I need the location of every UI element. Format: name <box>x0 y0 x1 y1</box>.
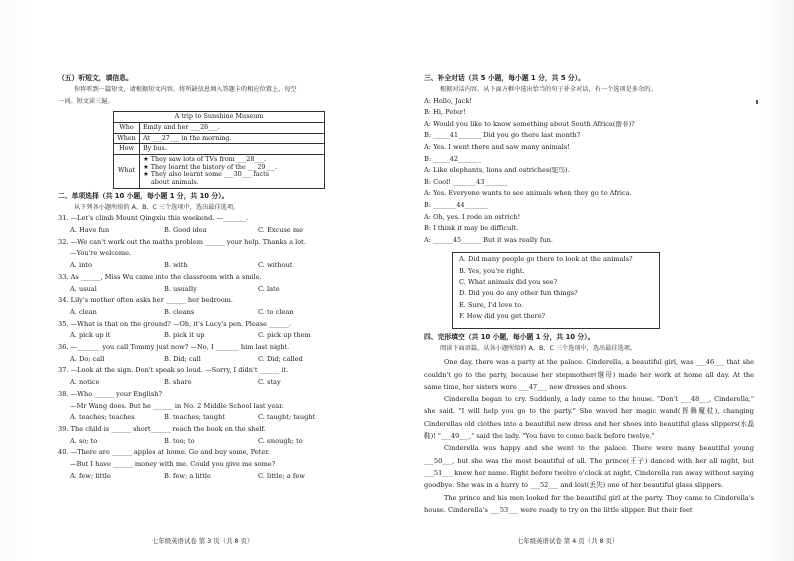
answer-option: C. late <box>258 284 280 293</box>
answer-option: A. usual <box>70 284 97 293</box>
table-row: What ★ They saw lots of TVs from ___28___. ★ They learnt the history of the ___29___. ★ They also learnt some ___30___ facts about animals. <box>114 154 325 188</box>
answer-option: A. into <box>70 261 92 270</box>
dialog-line: A: Yes. I went there and saw many animals! <box>424 143 570 151</box>
cloze-paragraph: The prince and his men looked for the beautiful girl at the party. They came to Cinderella's house. Cinderella's ___53___ were ready to try on the little slipper. But their feet <box>424 493 754 514</box>
dialog-line: B: _______44_______ <box>424 201 488 209</box>
question-item <box>58 344 380 367</box>
question-text: 35. —What is that on the ground? —Oh, it's Lucy's pen. Please ______. <box>58 319 291 328</box>
dialog-line: A: Like elephants, lions and ostriches(鸵鸟). <box>424 167 570 175</box>
table-title: A trip to Sunshine Museum <box>114 112 325 123</box>
answer-option: A. few; little <box>70 471 111 480</box>
answer-option: C. to clean <box>258 308 294 317</box>
question-text: 37. —Look at the sign. Don't speak so loud. —Sorry, I didn't ______ it. <box>58 366 289 375</box>
option-item: F. How did you get there? <box>459 312 546 321</box>
answer-option: B. Did; call <box>164 354 201 363</box>
table-row: When At ___27___ in the morning. <box>114 133 325 144</box>
dialog-line: A: Hello, Jack! <box>424 97 473 105</box>
section-5-instruction: 你将听到一篇短文，请根据短文内容，将所缺信息填入答题卡的相应位置上，每空 <box>74 86 297 93</box>
option-item: D. Did you do any other fun things? <box>459 289 578 298</box>
answer-option: C. Excuse me <box>258 226 304 235</box>
table-row: Who Emily and her ___26___. <box>114 122 325 133</box>
answer-option: C. Did; called <box>258 354 303 363</box>
page-footer-left: 七年级英语试卷 第 3 页（共 8 页） <box>152 537 254 545</box>
question-text: —But I have ______ money with me. Could you give me some? <box>70 460 276 469</box>
answer-option: B. few; a little <box>164 471 211 480</box>
right-column <box>424 74 754 516</box>
dialog-line: A: Yes. Everyone wants to see animals when they go to Africa. <box>424 190 632 198</box>
cloze-paragraph: Cinderella was happy and she went to the palace. There were many beautiful young ___50___, but she was the most beautiful of all. The prince(王子) danced with her all night, but ___51___ knew her name. Right before twelve o'clock at night, Cinderella ran away without saying goodbye. She was in a hurry to ___52___ and lost(丢失) one of her beautiful glass slippers. <box>424 444 754 490</box>
section-2-header: 二、单项选择（共 10 小题，每小题 1 分，共 10 分）。 <box>58 191 229 200</box>
dialog-block <box>424 98 754 249</box>
section-2-instruction: 从下列各小题所给的 A、B、C 三个选项中，选出最佳选项。 <box>74 203 240 211</box>
question-text: —Mr Wang does. But he ______ in No. 2 Middle School last year. <box>70 401 284 410</box>
dialog-line: B: I think it may be difficult. <box>424 225 519 233</box>
question-text: 32. —We can't work out the maths problem ______ your help. Thanks a lot. <box>58 237 306 246</box>
dialog-options-box <box>452 252 660 328</box>
question-item <box>58 367 380 390</box>
page-footer-right: 七年级英语试卷 第 4 页（共 8 页） <box>517 537 619 545</box>
question-item <box>58 426 380 449</box>
question-item <box>58 274 380 297</box>
question-item <box>58 215 380 238</box>
question-options <box>58 473 380 485</box>
answer-option: B. pick it up <box>164 331 205 340</box>
question-item <box>58 449 380 484</box>
option-item: A. Did many people go there to look at the animals? <box>459 255 633 264</box>
answer-option: A. notice <box>70 378 100 387</box>
answer-option: C. little; a few <box>258 471 305 480</box>
option-item: C. What animals did you see? <box>459 278 558 287</box>
answer-option: B. teaches; taught <box>164 413 226 422</box>
question-text: —You're welcome. <box>70 249 132 258</box>
dialog-line: A: ______45______ But it was really fun. <box>424 236 553 244</box>
section-5-instruction-cont: 一词。短文读三遍。 <box>58 97 114 105</box>
section-5-header: （五）听短文，填信息。 <box>58 74 133 82</box>
question-text: 31. —Let's climb Mount Qingxiu this weekend. —_______. <box>58 214 249 223</box>
question-text: 40. —There are ______ apples at home. Go and buy some, Peter. <box>58 448 270 457</box>
answer-option: C. enough; to <box>258 436 303 445</box>
answer-option: C. taught; taught <box>258 413 316 422</box>
question-options <box>58 227 380 239</box>
question-text: 34. Lily's mother often asks her ______ her bedroom. <box>58 296 234 305</box>
table-row: How By bus. <box>114 144 325 155</box>
question-text: 39. The child is ______ short______ reach the book on the shelf. <box>58 425 266 433</box>
answer-option: B. usually <box>164 284 197 293</box>
option-item: B. Yes, you're right. <box>459 266 525 275</box>
question-item <box>58 297 380 320</box>
question-text: 33. As ______, Miss Wu came into the classroom with a smile. <box>58 272 262 281</box>
multiple-choice-list <box>58 215 380 484</box>
answer-option: A. Have fun <box>70 226 110 235</box>
answer-option: A. clean <box>70 308 97 317</box>
answer-option: A. pick up it <box>70 331 111 340</box>
dialog-line: A: Would you like to know something about South Africa(南非)? <box>424 120 635 128</box>
section-4-instruction: 阅读下面语篇，从各小题所给的 A、B、C 三个选项中，选出最佳选项。 <box>440 344 637 352</box>
answer-option: A. Do; call <box>70 354 105 363</box>
answer-option: C. without <box>258 261 293 270</box>
section-3-instruction: 根据对话内容，从下面方框中选出恰当的句子补全对话，有一个选项是多余的。 <box>440 86 657 93</box>
question-text: 36. —_______ you call Tommy just now? —No, I _______ him last night. <box>58 343 290 352</box>
answer-option: C. pick up them <box>258 331 311 340</box>
option-item: E. Sure, I'd love to. <box>459 300 524 309</box>
answer-option: B. cleans <box>164 308 195 317</box>
question-text: 38. —Who ______ your English? <box>58 389 162 398</box>
museum-info-table <box>113 111 325 189</box>
answer-option: A. teaches; teaches <box>70 413 135 422</box>
dialog-line: A: Oh, yes. I rode an ostrich! <box>424 213 521 221</box>
dialog-line: B: Hi, Peter! <box>424 109 466 117</box>
question-item <box>58 321 380 344</box>
answer-option: C. stay <box>258 378 281 387</box>
margin-mark <box>756 100 758 104</box>
question-item <box>58 391 380 426</box>
answer-option: B. too; to <box>164 436 195 445</box>
cloze-paragraph: One day, there was a party at the palace. Cinderella, a beautiful girl, was ___46___ that she couldn't go to the party, because her stepmother(继母) made her work at home all day. At the same time, her sisters were ___47___ new dresses and shoes. <box>424 358 754 391</box>
dialog-line: B: Cool! _______43_______ <box>424 178 508 186</box>
section-3-header: 三、补全对话（共 5 小题，每小题 1 分，共 5 分）。 <box>424 74 585 82</box>
answer-option: B. with <box>164 261 188 270</box>
dialog-line: B: _____41_______ Did you go there last month? <box>424 132 581 140</box>
question-options <box>58 309 380 321</box>
section-4-header: 四、完形填空（共 10 小题，每小题 1 分，共 10 分）。 <box>424 332 595 341</box>
dialog-line: B: _____42_______ <box>424 155 482 163</box>
cloze-paragraph: Cinderella began to cry. Suddenly, a lady came to the house. "Don't ___48___, Cinderella," she said. "I will help you go to the party." She waved her magic wand(挥舞魔杖), changing Cinderellas old clothes into a beautiful new dress and her shoes into beautiful glass slippers(水晶鞋)! "___49___," said the lady. "You have to come back before twelve." <box>424 395 754 441</box>
answer-option: B. share <box>164 378 192 387</box>
answer-option: A. so; to <box>70 436 98 445</box>
answer-option: B. Good idea <box>164 226 207 235</box>
left-column <box>58 74 380 485</box>
question-item <box>58 239 380 274</box>
